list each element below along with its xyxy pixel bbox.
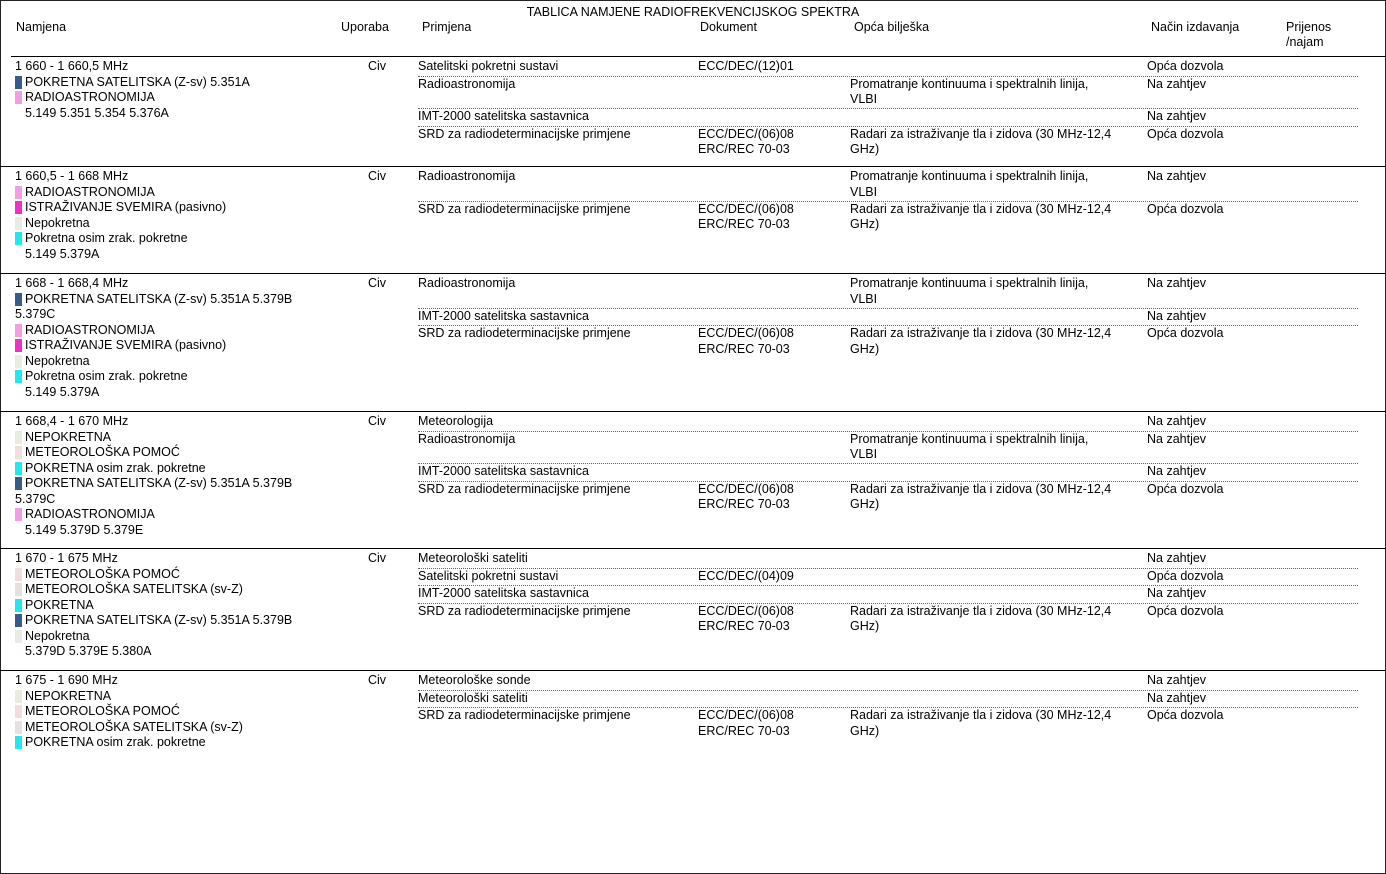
footnotes: 5.149 5.379A <box>25 246 100 261</box>
service-allocation <box>15 507 292 523</box>
service-color-swatch <box>15 324 22 337</box>
primjena-cell: Meteorologija <box>418 414 494 428</box>
izdavanje-cell: Na zahtjev <box>1147 308 1207 323</box>
primjena-cell: IMT-2000 satelitska sastavnica <box>418 109 589 123</box>
biljeska-cell <box>850 482 1140 513</box>
dokument-line: ECC/DEC/(06)08 <box>698 603 794 618</box>
service-color-swatch <box>15 614 22 627</box>
service-name: POKRETNA SATELITSKA (Z-sv) 5.351A <box>25 74 250 89</box>
frequency-range: 1 660,5 - 1 668 MHz <box>15 169 129 183</box>
service-color-swatch <box>15 91 22 104</box>
application-row <box>418 77 1358 110</box>
service-name: RADIOASTRONOMIJA <box>25 184 155 199</box>
service-color-swatch <box>15 339 22 352</box>
service-name: ISTRAŽIVANJE SVEMIRA (pasivno) <box>25 338 227 352</box>
application-row <box>418 708 1358 740</box>
page-title: TABLICA NAMJENE RADIOFREKVENCIJSKOG SPEKTRA <box>526 5 860 19</box>
applications-list <box>418 59 1358 158</box>
dokument-cell <box>698 482 794 513</box>
service-name-continued: 5.379C <box>15 491 56 506</box>
application-row <box>418 59 1358 77</box>
service-name: Nepokretna <box>25 628 90 643</box>
service-name: POKRETNA osim zrak. pokretne <box>25 460 206 475</box>
header-namjena: Namjena <box>16 20 67 34</box>
primjena-cell: IMT-2000 satelitska sastavnica <box>418 464 589 478</box>
usage-cell: Civ <box>368 276 387 290</box>
dokument-line: ECC/DEC/(06)08 <box>698 126 794 141</box>
dokument-line: ERC/REC 70-03 <box>698 217 790 231</box>
service-color-swatch <box>15 370 22 383</box>
application-row <box>418 109 1358 127</box>
band-cell <box>15 673 243 751</box>
dokument-line: ECC/DEC/(06)08 <box>698 481 794 496</box>
service-name: RADIOASTRONOMIJA <box>25 322 155 337</box>
service-name: NEPOKRETNA <box>25 688 112 703</box>
service-color-swatch <box>15 201 22 214</box>
application-row <box>418 432 1358 465</box>
service-allocation <box>15 735 243 751</box>
service-color-swatch <box>15 477 22 490</box>
izdavanje-cell: Na zahtjev <box>1147 673 1207 687</box>
service-name: METEOROLOŠKA SATELITSKA (sv-Z) <box>25 719 243 734</box>
izdavanje-cell: Opća dozvola <box>1147 603 1224 618</box>
service-color-swatch <box>15 446 22 459</box>
application-row <box>418 586 1358 604</box>
application-row <box>418 551 1358 569</box>
service-allocation <box>15 369 292 385</box>
service-allocation <box>15 75 250 91</box>
usage-cell: Civ <box>368 169 387 183</box>
service-color-swatch <box>15 568 22 581</box>
header-opca-biljeska: Opća bilješka <box>854 20 930 34</box>
biljeska-line: VLBI <box>850 447 878 461</box>
dokument-cell <box>698 127 794 158</box>
dokument-cell <box>698 604 794 635</box>
header-nacin-izdavanja: Način izdavanja <box>1151 20 1240 34</box>
application-row <box>418 604 1358 636</box>
service-name: ISTRAŽIVANJE SVEMIRA (pasivno) <box>25 200 227 214</box>
primjena-cell: SRD za radiodeterminacijske primjene <box>418 603 631 618</box>
application-row <box>418 309 1358 327</box>
izdavanje-cell: Opća dozvola <box>1147 481 1224 496</box>
service-color-swatch <box>15 508 22 521</box>
application-row <box>418 276 1358 309</box>
service-color-swatch <box>15 721 22 734</box>
biljeska-cell <box>850 202 1140 233</box>
table-row <box>0 57 1386 156</box>
primjena-cell: Radioastronomija <box>418 431 516 446</box>
service-allocation <box>15 445 292 461</box>
application-row <box>418 414 1358 432</box>
service-allocation <box>15 582 292 598</box>
usage-cell: Civ <box>368 673 387 687</box>
dokument-cell <box>698 202 794 233</box>
izdavanje-cell: Na zahtjev <box>1147 551 1207 565</box>
dokument-line: ERC/REC 70-03 <box>698 341 790 356</box>
biljeska-line: VLBI <box>850 92 878 106</box>
dokument-line: ECC/DEC/(12)01 <box>698 59 794 73</box>
dokument-line: ERC/REC 70-03 <box>698 619 790 633</box>
dokument-cell <box>698 708 794 739</box>
service-name: POKRETNA SATELITSKA (Z-sv) 5.351A 5.379B <box>25 613 293 627</box>
biljeska-line: Radari za istraživanje tla i zidova (30 MHz-12,4 <box>850 326 1112 340</box>
applications-list <box>418 169 1358 233</box>
izdavanje-cell: Na zahtjev <box>1147 76 1207 91</box>
table-row <box>0 273 1386 399</box>
izdavanje-cell: Na zahtjev <box>1147 464 1207 478</box>
biljeska-cell <box>850 432 1140 463</box>
service-color-swatch <box>15 599 22 612</box>
service-name: METEOROLOŠKA POMOĆ <box>25 704 180 718</box>
service-name: METEOROLOŠKA SATELITSKA (sv-Z) <box>25 582 243 596</box>
primjena-cell: Meteorološke sonde <box>418 673 531 687</box>
dokument-cell <box>698 326 794 357</box>
frequency-range: 1 675 - 1 690 MHz <box>15 673 118 687</box>
biljeska-line: GHz) <box>850 142 880 156</box>
usage-cell: Civ <box>368 414 387 428</box>
usage-cell: Civ <box>368 551 387 565</box>
izdavanje-cell: Opća dozvola <box>1147 708 1224 722</box>
biljeska-line: Radari za istraživanje tla i zidova (30 MHz-12,4 <box>850 708 1112 722</box>
service-color-swatch <box>15 293 22 306</box>
service-name: POKRETNA <box>25 597 94 612</box>
application-row <box>418 202 1358 234</box>
biljeska-line: GHz) <box>850 341 880 356</box>
biljeska-line: Radari za istraživanje tla i zidova (30 MHz-12,4 <box>850 603 1112 618</box>
service-color-swatch <box>15 705 22 718</box>
service-allocation <box>15 216 226 232</box>
header-prijenos-line1: Prijenos <box>1286 20 1332 34</box>
biljeska-cell <box>850 708 1140 739</box>
izdavanje-cell: Opća dozvola <box>1147 568 1224 583</box>
footnotes: 5.149 5.379D 5.379E <box>25 522 144 537</box>
header-prijenos-line2: /najam <box>1286 35 1324 49</box>
header-uporaba: Uporaba <box>341 20 389 34</box>
primjena-cell: IMT-2000 satelitska sastavnica <box>418 308 589 323</box>
biljeska-cell <box>850 604 1140 635</box>
service-name: METEOROLOŠKA POMOĆ <box>25 445 180 459</box>
biljeska-cell <box>850 326 1140 357</box>
dokument-cell <box>698 59 794 75</box>
service-allocation <box>15 704 243 720</box>
applications-list <box>418 414 1358 513</box>
primjena-cell: SRD za radiodeterminacijske primjene <box>418 126 631 141</box>
service-color-swatch <box>15 690 22 703</box>
application-row <box>418 326 1358 358</box>
service-name: POKRETNA SATELITSKA (Z-sv) 5.351A 5.379B <box>25 291 293 306</box>
service-color-swatch <box>15 232 22 245</box>
service-allocation <box>15 90 250 106</box>
service-color-swatch <box>15 186 22 199</box>
service-allocation <box>15 231 226 247</box>
service-color-swatch <box>15 76 22 89</box>
usage-cell: Civ <box>368 59 387 73</box>
service-name-continued: 5.379C <box>15 307 56 321</box>
dokument-line: ECC/DEC/(06)08 <box>698 326 794 340</box>
service-name: Pokretna osim zrak. pokretne <box>25 369 188 383</box>
biljeska-line: Promatranje kontinuuma i spektralnih linija, <box>850 431 1089 446</box>
primjena-cell: Satelitski pokretni sustavi <box>418 59 559 73</box>
service-allocation <box>15 567 292 583</box>
service-allocation <box>15 613 292 629</box>
biljeska-line: Radari za istraživanje tla i zidova (30 MHz-12,4 <box>850 481 1112 496</box>
header-prijenos <box>1286 20 1331 50</box>
footnotes: 5.149 5.351 5.354 5.376A <box>25 105 169 120</box>
service-color-swatch <box>15 736 22 749</box>
izdavanje-cell: Na zahtjev <box>1147 586 1207 600</box>
biljeska-line: GHz) <box>850 217 880 231</box>
service-name: POKRETNA osim zrak. pokretne <box>25 735 206 749</box>
primjena-cell: IMT-2000 satelitska sastavnica <box>418 586 589 600</box>
biljeska-line: GHz) <box>850 497 880 511</box>
applications-list <box>418 673 1358 740</box>
biljeska-line: Promatranje kontinuuma i spektralnih linija, <box>850 76 1089 91</box>
dokument-line: ECC/DEC/(04)09 <box>698 568 794 583</box>
primjena-cell: Radioastronomija <box>418 276 516 290</box>
dokument-line: ERC/REC 70-03 <box>698 142 790 156</box>
izdavanje-cell: Na zahtjev <box>1147 169 1207 183</box>
table-row <box>0 548 1386 658</box>
primjena-cell: Meteorološki sateliti <box>418 690 528 705</box>
service-allocation <box>15 185 226 201</box>
application-row <box>418 691 1358 709</box>
band-cell <box>15 551 292 660</box>
biljeska-cell <box>850 77 1140 108</box>
biljeska-line: GHz) <box>850 619 880 633</box>
service-allocation <box>15 200 226 216</box>
biljeska-cell <box>850 169 1140 200</box>
primjena-cell: Satelitski pokretni sustavi <box>418 568 559 583</box>
izdavanje-cell: Opća dozvola <box>1147 126 1224 141</box>
service-name: Pokretna osim zrak. pokretne <box>25 231 188 245</box>
application-row <box>418 127 1358 159</box>
izdavanje-cell: Na zahtjev <box>1147 431 1207 446</box>
application-row <box>418 673 1358 691</box>
izdavanje-cell: Opća dozvola <box>1147 326 1224 340</box>
service-name: NEPOKRETNA <box>25 429 112 444</box>
frequency-range: 1 668 - 1 668,4 MHz <box>15 276 129 290</box>
service-allocation <box>15 323 292 339</box>
primjena-cell: Radioastronomija <box>418 76 516 91</box>
service-name: RADIOASTRONOMIJA <box>25 507 155 521</box>
applications-list <box>418 276 1358 358</box>
biljeska-cell <box>850 276 1140 307</box>
table-row <box>0 166 1386 261</box>
primjena-cell: SRD za radiodeterminacijske primjene <box>418 708 631 722</box>
service-name: METEOROLOŠKA POMOĆ <box>25 566 180 581</box>
dokument-line: ECC/DEC/(06)08 <box>698 708 794 722</box>
service-allocation <box>15 598 292 614</box>
footnotes: 5.379D 5.379E 5.380A <box>25 644 152 658</box>
applications-list <box>418 551 1358 635</box>
service-allocation <box>15 629 292 645</box>
table-row <box>0 411 1386 537</box>
service-allocation <box>15 476 292 492</box>
header-dokument: Dokument <box>700 20 757 34</box>
biljeska-line: Radari za istraživanje tla i zidova (30 MHz-12,4 <box>850 201 1112 216</box>
application-row <box>418 464 1358 482</box>
service-allocation <box>15 689 243 705</box>
service-allocation <box>15 338 292 354</box>
frequency-range: 1 668,4 - 1 670 MHz <box>15 414 129 428</box>
service-name: RADIOASTRONOMIJA <box>25 90 155 104</box>
service-allocation <box>15 354 292 370</box>
band-cell <box>15 169 226 262</box>
service-name: POKRETNA SATELITSKA (Z-sv) 5.351A 5.379B <box>25 476 293 490</box>
application-row <box>418 169 1358 202</box>
biljeska-line: Promatranje kontinuuma i spektralnih linija, <box>850 169 1089 183</box>
biljeska-line: GHz) <box>850 723 880 738</box>
service-color-swatch <box>15 217 22 230</box>
frequency-range: 1 660 - 1 660,5 MHz <box>15 59 129 73</box>
dokument-line: ERC/REC 70-03 <box>698 497 790 511</box>
dokument-line: ECC/DEC/(06)08 <box>698 201 794 216</box>
primjena-cell: Radioastronomija <box>418 169 516 183</box>
service-name: Nepokretna <box>25 353 90 368</box>
band-cell <box>15 276 292 400</box>
service-allocation <box>15 430 292 446</box>
service-color-swatch <box>15 431 22 444</box>
izdavanje-cell: Na zahtjev <box>1147 109 1207 123</box>
biljeska-line: Radari za istraživanje tla i zidova (30 MHz-12,4 <box>850 126 1112 141</box>
primjena-cell: SRD za radiodeterminacijske primjene <box>418 201 631 216</box>
biljeska-line: VLBI <box>850 291 878 306</box>
footnotes: 5.149 5.379A <box>25 384 100 399</box>
service-color-swatch <box>15 462 22 475</box>
band-cell <box>15 414 292 538</box>
biljeska-line: Promatranje kontinuuma i spektralnih linija, <box>850 276 1089 290</box>
biljeska-cell <box>850 127 1140 158</box>
application-row <box>418 482 1358 514</box>
header-primjena: Primjena <box>422 20 472 34</box>
primjena-cell: SRD za radiodeterminacijske primjene <box>418 481 631 496</box>
service-allocation <box>15 720 243 736</box>
dokument-line: ERC/REC 70-03 <box>698 723 790 738</box>
izdavanje-cell: Na zahtjev <box>1147 690 1207 705</box>
biljeska-line: VLBI <box>850 184 878 199</box>
service-allocation <box>15 461 292 477</box>
service-name: Nepokretna <box>25 215 90 230</box>
primjena-cell: SRD za radiodeterminacijske primjene <box>418 326 631 340</box>
band-cell <box>15 59 250 121</box>
izdavanje-cell: Opća dozvola <box>1147 59 1224 73</box>
izdavanje-cell: Na zahtjev <box>1147 414 1207 428</box>
service-color-swatch <box>15 630 22 643</box>
service-allocation <box>15 292 292 308</box>
frequency-range: 1 670 - 1 675 MHz <box>15 551 118 565</box>
application-row <box>418 569 1358 587</box>
izdavanje-cell: Opća dozvola <box>1147 201 1224 216</box>
izdavanje-cell: Na zahtjev <box>1147 276 1207 290</box>
primjena-cell: Meteorološki sateliti <box>418 551 528 565</box>
service-color-swatch <box>15 355 22 368</box>
table-row <box>0 670 1386 749</box>
service-color-swatch <box>15 583 22 596</box>
dokument-cell <box>698 569 794 585</box>
